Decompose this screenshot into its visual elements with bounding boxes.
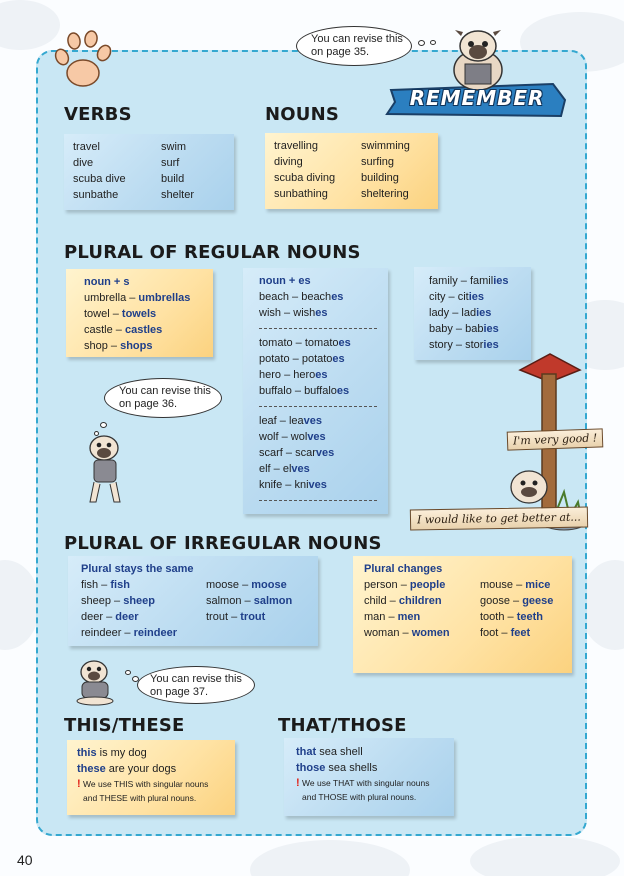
example-line: these are your dogs (77, 763, 177, 775)
bubble-line: on page 36. (119, 398, 178, 410)
usage-note: ! We use THIS with singular nouns (77, 778, 209, 790)
plural-row: deer – deer (81, 611, 139, 623)
plural-row: sheep – sheep (81, 595, 155, 607)
this-these-title: THIS/THESE (64, 715, 185, 736)
page-number: 40 (17, 852, 33, 868)
verb-item: scuba dive (73, 173, 126, 185)
plural-changes-card (353, 556, 572, 673)
rule-header: Plural changes (364, 563, 443, 575)
usage-note: and THESE with plural nouns. (83, 793, 197, 803)
plural-row: foot – feet (480, 627, 531, 639)
noun-item: swimming (361, 140, 410, 152)
plural-row: beach – beaches (259, 291, 344, 303)
verb-item: travel (73, 141, 100, 153)
bubble-line: You can revise this (311, 33, 403, 45)
verb-item: build (161, 173, 185, 185)
pug-mascot-icon (454, 30, 502, 90)
verb-item: swim (161, 141, 187, 153)
noun-item: sunbathing (274, 188, 328, 200)
thought-dot (125, 670, 131, 675)
plural-row: elf – elves (259, 463, 310, 475)
noun-item: scuba diving (274, 172, 336, 184)
regular-plural-title: PLURAL OF REGULAR NOUNS (64, 242, 361, 263)
plural-row: castle – castles (84, 324, 163, 336)
plural-row: wish – wishes (259, 307, 328, 319)
revise-bubble-middle (104, 378, 222, 418)
verb-item: sunbathe (73, 189, 119, 201)
plural-row: mouse – mice (480, 579, 551, 591)
plural-row: moose – moose (206, 579, 287, 591)
noun-plus-es-card (243, 268, 388, 514)
that-those-card (284, 738, 454, 816)
plural-same-card (68, 556, 318, 646)
noun-item: sheltering (361, 188, 409, 200)
noun-item: building (361, 172, 399, 184)
bubble-line: on page 37. (150, 686, 209, 698)
plural-row: man – men (364, 611, 421, 623)
verbs-title: VERBS (64, 104, 132, 125)
paw-print-icon (50, 25, 120, 95)
sign-very-good: I'm very good ! (507, 428, 604, 450)
exclamation-icon: ! (296, 777, 300, 789)
plural-row: leaf – leaves (259, 415, 323, 427)
that-those-title: THAT/THOSE (278, 715, 407, 736)
plural-row: shop – shops (84, 340, 153, 352)
usage-note: ! We use THAT with singular nouns (296, 777, 430, 789)
noun-item: surfing (361, 156, 395, 168)
plural-row: family – families (429, 275, 509, 287)
bubble-line: You can revise this (119, 385, 211, 397)
irregular-plural-title: PLURAL OF IRREGULAR NOUNS (64, 533, 382, 554)
divider (259, 406, 377, 407)
plural-row: lady – ladies (429, 307, 492, 319)
plural-row: trout – trout (206, 611, 266, 623)
example-line: those sea shells (296, 762, 378, 774)
remember-text: REMEMBER (409, 86, 545, 110)
plural-row: potato – potatoes (259, 353, 345, 365)
usage-note: and THOSE with plural nouns. (302, 792, 417, 802)
plural-row: wolf – wolves (259, 431, 326, 443)
nouns-title: NOUNS (265, 104, 340, 125)
divider (259, 328, 377, 329)
example-line: that sea shell (296, 746, 363, 758)
verb-item: surf (161, 157, 180, 169)
plural-row: city – cities (429, 291, 485, 303)
plural-row: tomato – tomatoes (259, 337, 351, 349)
plural-row: story – stories (429, 339, 499, 351)
plural-row: reindeer – reindeer (81, 627, 178, 639)
bubble-line: You can revise this (150, 673, 242, 685)
rule-header: Plural stays the same (81, 563, 194, 575)
nouns-card (265, 133, 438, 209)
this-these-card (67, 740, 235, 815)
plural-row: towel – towels (84, 308, 157, 320)
plural-row: child – children (364, 595, 442, 607)
plural-row: hero – heroes (259, 369, 328, 381)
plural-row: person – people (364, 579, 446, 591)
noun-item: diving (274, 156, 303, 168)
plural-row: knife – knives (259, 479, 327, 491)
thought-dot (100, 422, 107, 428)
rule-header: noun + s (84, 276, 130, 288)
y-to-ies-card (414, 267, 531, 360)
sign-get-better: I would like to get better at... (410, 506, 588, 530)
plural-row: scarf – scarves (259, 447, 335, 459)
plural-row: woman – women (364, 627, 450, 639)
plural-row: umbrella – umbrellas (84, 292, 191, 304)
revise-bubble-bottom (137, 666, 255, 704)
plural-row: fish – fish (81, 579, 130, 591)
noun-item: travelling (274, 140, 319, 152)
plural-row: salmon – salmon (206, 595, 293, 607)
verb-item: shelter (161, 189, 195, 201)
pug-standing-icon (76, 430, 136, 510)
plural-row: buffalo – buffaloes (259, 385, 350, 397)
plural-row: goose – geese (480, 595, 554, 607)
plural-row: baby – babies (429, 323, 499, 335)
example-line: this is my dog (77, 747, 147, 759)
verbs-card (64, 134, 234, 210)
plural-row: tooth – teeth (480, 611, 543, 623)
pug-sitting-icon (68, 656, 124, 706)
verb-item: dive (73, 157, 94, 169)
bubble-line: on page 35. (311, 46, 370, 58)
divider (259, 500, 377, 501)
noun-plus-s-card (66, 269, 213, 357)
exclamation-icon: ! (77, 778, 81, 790)
rule-header: noun + es (259, 275, 311, 287)
